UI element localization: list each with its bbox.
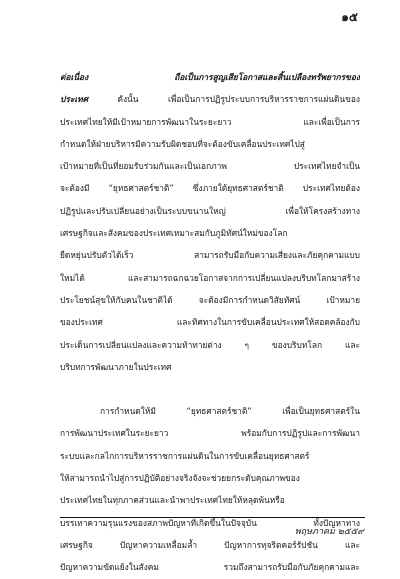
body-text	[60, 66, 360, 579]
paragraph-1	[60, 66, 360, 378]
paragraph-line	[60, 88, 360, 110]
paragraph-line: บรรเทาความรุนแรงของสภาพปัญหาที่เกิดขึ้นในปัจจุบัน ทั้งปัญหาทาง	[60, 517, 360, 528]
paragraph-line: การพัฒนาประเทศในระยะยาว พร้อมกับการปฏิรูปและการพัฒนา	[60, 428, 360, 439]
paragraph-line: ประเด็นการเปลี่ยนแปลงและความท้าทายต่าง ๆ ของบริบทโลก และ	[60, 339, 360, 350]
paragraph-line: กำหนดให้ฝ่ายบริหารมีความรับผิดชอบที่จะต้องขับเคลื่อนประเทศไปสู่	[60, 138, 305, 149]
paragraph-line: ประเทศไทยให้มีเป้าหมายการพัฒนาในระยะยาว และเพื่อเป็นการ	[60, 116, 360, 127]
paragraph-line: ระบบและกลไกการบริหารราชการแผ่นดินในการขับเคลื่อนยุทธศาสตร์	[60, 450, 310, 461]
paragraph-line: การกำหนดให้มี “ยุทธศาสตร์ชาติ” เพื่อเป็นยุทธศาสตร์ใน	[100, 406, 360, 417]
paragraph-line	[60, 66, 360, 88]
line-text: ดังนั้น เพื่อเป็นการปฏิรูประบบการบริหารราชการแผ่นดินของ	[88, 94, 360, 105]
paragraph-line: ปฏิรูปและปรับเปลี่ยนอย่างเป็นระบบขนานใหญ่ เพื่อให้โครงสร้างทาง	[60, 205, 360, 216]
paragraph-line: ใหม่ได้ และสามารถฉกฉวยโอกาสจากการเปลี่ยนแปลงบริบทโลกมาสร้าง	[60, 272, 360, 283]
paragraph-line: เป้าหมายที่เป็นที่ยอมรับร่วมกันและเป็นเอกภาพ ประเทศไทยจำเป็น	[60, 161, 360, 172]
page-number: ๑๕	[341, 10, 358, 24]
emphasis-text: ประเทศ	[60, 94, 89, 105]
footer-date: พฤษภาคม ๒๕๕๙	[294, 527, 364, 537]
paragraph-2	[60, 400, 360, 578]
paragraph-line: ประโยชน์สุขให้กับคนในชาติได้ จะต้องมีการกำหนดวิสัยทัศน์ เป้าหมาย	[60, 294, 360, 305]
paragraph-line: ยืดหยุ่นปรับตัวได้เร็ว สามารถรับมือกับความเสี่ยงและภัยคุกคามแบบ	[60, 250, 360, 261]
paragraph-line: เศรษฐกิจ ปัญหาความเหลื่อมล้ำ ปัญหาการทุจริตคอร์รัปชัน และ	[60, 539, 360, 550]
paragraph-line: ประเทศไทยในทุกภาคส่วนและนำพาประเทศไทยให้หลุดพ้นหรือ	[60, 495, 285, 506]
paragraph-line: บริบทการพัฒนาภายในประเทศ	[60, 361, 172, 372]
paragraph-line: เศรษฐกิจและสังคมของประเทศเหมาะสมกับภูมิทัศน์ใหม่ของโลก	[60, 228, 288, 239]
paragraph-line: ให้สามารถนำไปสู่การปฏิบัติอย่างจริงจังจะช่วยยกระดับคุณภาพของ	[60, 473, 300, 484]
emphasis-text: ต่อเนื่อง ถือเป็นการสูญเสียโอกาสและสิ้นเปลืองทรัพยากรของ	[60, 72, 360, 82]
paragraph-line: จะต้องมี “ยุทธศาสตร์ชาติ” ซึ่งภายใต้ยุทธศาสตร์ชาติ ประเทศไทยต้อง	[60, 183, 360, 194]
footer-divider	[60, 517, 365, 518]
paragraph-line: ของประเทศ และทิศทางในการขับเคลื่อนประเทศให้สอดคล้องกับ	[60, 317, 360, 328]
paragraph-line: ปัญหาความขัดแย้งในสังคม รวมถึงสามารถรับมือกับภัยคุกคามและ	[60, 562, 360, 573]
